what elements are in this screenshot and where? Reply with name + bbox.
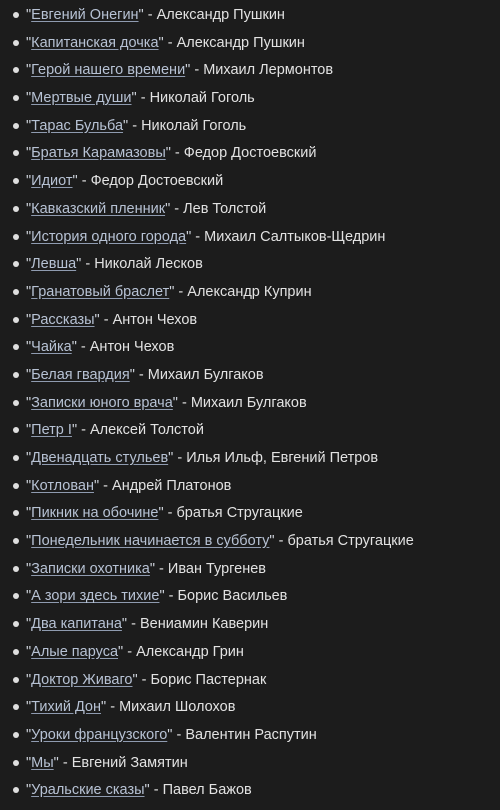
list-item xyxy=(0,253,500,281)
list-item-text xyxy=(26,115,246,137)
book-title-link[interactable]: Пикник на обочине xyxy=(31,505,159,522)
book-title-link[interactable]: Тарас Бульба xyxy=(31,117,124,134)
list-item-text xyxy=(26,669,266,691)
list-item-text xyxy=(26,641,244,663)
book-title-link[interactable]: Кавказский пленник xyxy=(31,200,166,217)
close-quote: " xyxy=(159,588,165,605)
list-item xyxy=(0,142,500,170)
book-title-link[interactable]: Два капитана xyxy=(31,616,122,633)
book-author: Михаил Булгаков xyxy=(190,394,307,411)
book-author: Валентин Распутин xyxy=(185,726,317,743)
bullet-icon xyxy=(13,40,19,46)
list-item-text xyxy=(26,170,223,192)
close-quote: " xyxy=(149,560,156,577)
open-quote: " xyxy=(26,339,32,356)
bullet-icon xyxy=(13,12,19,18)
bullet-icon xyxy=(13,289,19,295)
close-quote: " xyxy=(138,7,144,23)
close-quote: " xyxy=(94,311,100,328)
separator: - xyxy=(77,422,90,439)
book-title-link[interactable]: История одного города xyxy=(31,228,187,245)
bullet-icon xyxy=(13,261,19,267)
list-item xyxy=(0,281,500,309)
list-item-text xyxy=(26,779,252,801)
book-author: Михаил Лермонтов xyxy=(203,62,334,79)
book-author: Андрей Платонов xyxy=(112,477,232,494)
bullet-icon xyxy=(13,621,19,627)
open-quote: " xyxy=(26,394,32,411)
open-quote: " xyxy=(26,200,32,217)
list-item-text xyxy=(26,198,266,220)
close-quote: " xyxy=(269,533,275,550)
separator: - xyxy=(164,588,178,605)
list-item-text xyxy=(26,724,317,746)
book-author: Борис Пастернак xyxy=(150,671,267,688)
separator: - xyxy=(127,616,140,633)
book-title-link[interactable]: Понедельник начинается в субботу xyxy=(31,533,270,550)
open-quote: " xyxy=(26,62,32,79)
book-author: братья Стругацкие xyxy=(176,505,303,522)
list-item xyxy=(0,87,500,115)
bullet-icon xyxy=(13,206,19,212)
book-author: Александр Пушкин xyxy=(156,7,285,23)
book-author: Михаил Салтыков-Щедрин xyxy=(204,228,386,245)
open-quote: " xyxy=(26,256,32,273)
book-title-link[interactable]: Мы xyxy=(31,754,54,771)
list-item-text xyxy=(26,309,197,331)
list-item-text xyxy=(26,253,203,275)
list-item-text xyxy=(26,613,268,635)
bullet-icon xyxy=(13,483,19,489)
list-item-text xyxy=(26,696,235,718)
list-item-text xyxy=(26,558,266,580)
book-title-link[interactable]: Записки охотника xyxy=(31,560,150,577)
open-quote: " xyxy=(26,422,32,439)
bullet-icon xyxy=(13,455,19,461)
open-quote: " xyxy=(26,671,32,688)
bullet-icon xyxy=(13,67,19,73)
list-item-text xyxy=(26,226,385,248)
book-author: Иван Тургенев xyxy=(167,560,266,577)
list-item xyxy=(0,336,500,364)
separator: - xyxy=(134,366,148,383)
list-item-text xyxy=(26,585,287,607)
book-title-link[interactable]: Чайка xyxy=(31,339,72,356)
list-item-text xyxy=(26,87,255,109)
list-item-text xyxy=(26,752,188,774)
book-author: Александр Грин xyxy=(136,643,244,660)
open-quote: " xyxy=(26,283,32,300)
close-quote: " xyxy=(132,671,138,688)
bullet-icon xyxy=(13,344,19,350)
open-quote: " xyxy=(26,560,32,577)
book-author: Павел Бажов xyxy=(162,782,252,799)
list-item-text xyxy=(26,336,174,358)
open-quote: " xyxy=(26,699,32,716)
book-author: Борис Васильев xyxy=(177,588,288,605)
close-quote: " xyxy=(186,228,192,245)
separator: - xyxy=(58,754,72,771)
book-title-link[interactable]: Евгений Онегин xyxy=(31,7,139,23)
open-quote: " xyxy=(26,366,32,383)
book-author: Михаил Булгаков xyxy=(147,366,264,383)
separator: - xyxy=(143,7,157,23)
open-quote: " xyxy=(26,726,32,743)
separator: - xyxy=(163,505,177,522)
list-item xyxy=(0,419,500,447)
bullet-icon xyxy=(13,787,19,793)
list-item-text xyxy=(26,419,204,441)
list-item xyxy=(0,724,500,752)
close-quote: " xyxy=(76,256,82,273)
book-title-link[interactable]: Уроки французского xyxy=(31,726,168,743)
close-quote: " xyxy=(72,173,78,190)
list-item xyxy=(0,392,500,420)
book-author: Александр Пушкин xyxy=(176,34,305,51)
book-author: Антон Чехов xyxy=(112,311,198,328)
bullet-icon xyxy=(13,317,19,323)
book-author: Лев Толстой xyxy=(183,200,267,217)
bullet-icon xyxy=(13,427,19,433)
list-item xyxy=(0,447,500,475)
list-item xyxy=(0,530,500,558)
book-title-link[interactable]: Петр I xyxy=(31,422,72,439)
close-quote: " xyxy=(172,394,178,411)
list-item-text xyxy=(26,392,307,414)
list-item xyxy=(0,4,500,32)
list-item xyxy=(0,170,500,198)
list-item xyxy=(0,226,500,254)
open-quote: " xyxy=(26,145,32,162)
close-quote: " xyxy=(158,34,164,51)
close-quote: " xyxy=(167,726,173,743)
list-item xyxy=(0,198,500,226)
separator: - xyxy=(174,283,188,300)
list-item xyxy=(0,32,500,60)
book-title-link[interactable]: Котлован xyxy=(31,477,94,494)
book-author: братья Стругацкие xyxy=(287,533,414,550)
open-quote: " xyxy=(26,588,32,605)
list-item-text xyxy=(26,530,414,552)
book-author: Вениамин Каверин xyxy=(139,616,269,633)
book-title-link[interactable]: А зори здесь тихие xyxy=(31,588,160,605)
book-author: Николай Лесков xyxy=(94,256,203,273)
book-title-link[interactable]: Доктор Живаго xyxy=(31,671,133,688)
list-item xyxy=(0,696,500,724)
book-author: Александр Куприн xyxy=(187,283,312,300)
separator: - xyxy=(137,671,151,688)
separator: - xyxy=(191,228,205,245)
open-quote: " xyxy=(26,7,32,23)
separator: - xyxy=(81,256,95,273)
book-title-link[interactable]: Алые паруса xyxy=(31,643,119,660)
open-quote: " xyxy=(26,616,32,633)
list-item-text xyxy=(26,142,316,164)
close-quote: " xyxy=(129,366,135,383)
close-quote: " xyxy=(71,422,78,439)
open-quote: " xyxy=(26,643,32,660)
open-quote: " xyxy=(26,311,32,328)
close-quote: " xyxy=(93,477,100,494)
bullet-icon xyxy=(13,593,19,599)
bullet-icon xyxy=(13,760,19,766)
list-item xyxy=(0,585,500,613)
open-quote: " xyxy=(26,477,32,494)
book-title-link[interactable]: Уральские сказы xyxy=(31,782,145,799)
separator: - xyxy=(106,699,120,716)
open-quote: " xyxy=(26,782,32,799)
list-item-text xyxy=(26,502,303,524)
close-quote: " xyxy=(121,616,128,633)
list-item xyxy=(0,115,500,143)
separator: - xyxy=(155,560,168,577)
list-item xyxy=(0,641,500,669)
book-author: Илья Ильф, Евгений Петров xyxy=(186,450,379,466)
list-item xyxy=(0,613,500,641)
bullet-icon xyxy=(13,123,19,129)
list-item-text xyxy=(26,59,333,81)
book-title-link[interactable]: Капитанская дочка xyxy=(31,34,159,51)
book-title-link[interactable]: Идиот xyxy=(31,173,73,190)
list-item-text xyxy=(26,447,378,469)
bullet-icon xyxy=(13,400,19,406)
list-item xyxy=(0,475,500,503)
list-item xyxy=(0,364,500,392)
bullet-icon xyxy=(13,704,19,710)
book-author: Федор Достоевский xyxy=(90,173,224,190)
bullet-icon xyxy=(13,677,19,683)
bullet-icon xyxy=(13,566,19,572)
book-title-link[interactable]: Тихий Дон xyxy=(31,699,102,716)
book-title-link[interactable]: Записки юного врача xyxy=(31,394,173,411)
book-title-link[interactable]: Рассказы xyxy=(31,311,95,328)
open-quote: " xyxy=(26,90,32,107)
separator: - xyxy=(99,477,113,494)
separator: - xyxy=(274,533,288,550)
bullet-icon xyxy=(13,234,19,240)
bullet-icon xyxy=(13,510,19,516)
close-quote: " xyxy=(71,339,77,356)
bullet-icon xyxy=(13,649,19,655)
separator: - xyxy=(173,450,187,466)
list-item xyxy=(0,558,500,586)
separator: - xyxy=(170,145,184,162)
close-quote: " xyxy=(101,699,107,716)
book-author: Николай Гоголь xyxy=(141,117,247,134)
close-quote: " xyxy=(185,62,191,79)
list-item xyxy=(0,752,500,780)
list-item-text xyxy=(26,4,285,26)
book-title-link[interactable]: Двенадцать стульев xyxy=(31,450,169,466)
open-quote: " xyxy=(26,228,32,245)
book-title-link[interactable]: Братья Карамазовы xyxy=(31,145,166,162)
open-quote: " xyxy=(26,754,32,771)
book-title-link[interactable]: Герой нашего времени xyxy=(31,62,186,79)
open-quote: " xyxy=(26,533,32,550)
book-author: Евгений Замятин xyxy=(71,754,188,771)
separator: - xyxy=(190,62,204,79)
close-quote: " xyxy=(165,145,171,162)
bullet-icon xyxy=(13,372,19,378)
close-quote: " xyxy=(158,505,164,522)
book-author: Федор Достоевский xyxy=(183,145,317,162)
separator: - xyxy=(77,173,91,190)
close-quote: " xyxy=(144,782,150,799)
bullet-icon xyxy=(13,732,19,738)
list-item xyxy=(0,779,500,807)
list-item-text xyxy=(26,281,312,303)
separator: - xyxy=(123,643,137,660)
open-quote: " xyxy=(26,450,32,466)
separator: - xyxy=(170,200,184,217)
book-author: Алексей Толстой xyxy=(89,422,204,439)
separator: - xyxy=(128,117,142,134)
separator: - xyxy=(163,34,177,51)
list-item xyxy=(0,669,500,697)
list-item-text xyxy=(26,475,231,497)
list-item-text xyxy=(26,32,305,54)
bullet-icon xyxy=(13,538,19,544)
close-quote: " xyxy=(118,643,124,660)
book-title-link[interactable]: Левша xyxy=(31,256,77,273)
list-item xyxy=(0,59,500,87)
book-author: Михаил Шолохов xyxy=(119,699,236,716)
list-item xyxy=(0,502,500,530)
close-quote: " xyxy=(123,117,129,134)
separator: - xyxy=(149,782,163,799)
bullet-icon xyxy=(13,178,19,184)
list-item-text xyxy=(26,364,264,386)
list-item xyxy=(0,309,500,337)
separator: - xyxy=(172,726,186,743)
open-quote: " xyxy=(26,173,32,190)
separator: - xyxy=(76,339,90,356)
open-quote: " xyxy=(26,34,32,51)
book-title-link[interactable]: Гранатовый браслет xyxy=(31,283,170,300)
book-author: Николай Гоголь xyxy=(149,90,255,107)
close-quote: " xyxy=(53,754,59,771)
bullet-icon xyxy=(13,95,19,101)
separator: - xyxy=(136,90,150,107)
separator: - xyxy=(99,311,113,328)
close-quote: " xyxy=(168,450,174,466)
book-title-link[interactable]: Белая гвардия xyxy=(31,366,130,383)
close-quote: " xyxy=(131,90,137,107)
book-author: Антон Чехов xyxy=(89,339,175,356)
bullet-icon xyxy=(13,150,19,156)
open-quote: " xyxy=(26,505,32,522)
open-quote: " xyxy=(26,117,32,134)
close-quote: " xyxy=(169,283,175,300)
close-quote: " xyxy=(165,200,171,217)
separator: - xyxy=(177,394,191,411)
book-title-link[interactable]: Мертвые души xyxy=(31,90,132,107)
